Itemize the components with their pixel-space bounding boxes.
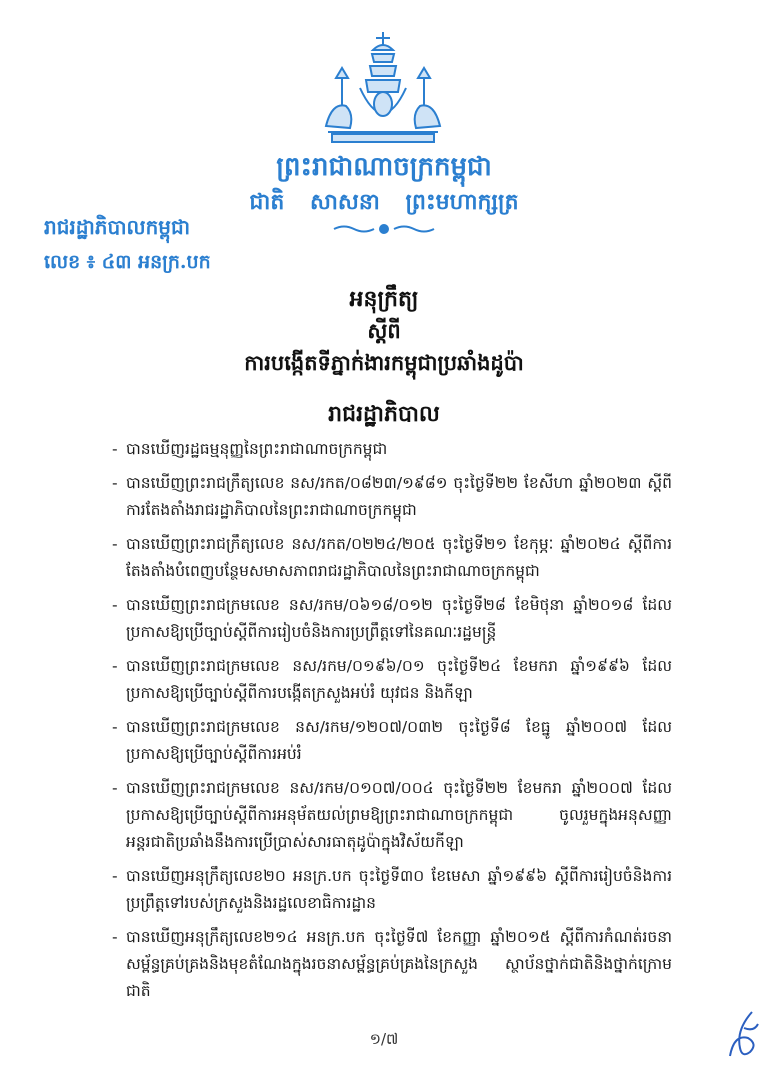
national-motto: ជាតិ សាសនា ព្រះមហាក្សត្រ — [249, 189, 519, 215]
preamble-item: - បានឃើញអនុក្រឹត្យលេខ២១៤ អនក្រ.បក ចុះថ្ងៃទី៧ ខែកញ្ញា ឆ្នាំ២០១៥ ស្ដីពីការកំណត់រចនាសម្ព័ន្ធគ្រប់គ្រងនិងមុខតំណែងក្នុងរចនាសម្ព័ន្ធគ្រប់គ្រងនៃក្រសួង ស្ថាប័នថ្នាក់ជាតិនិងថ្នាក់ក្រោមជាតិ — [112, 928, 672, 1000]
royal-arms-icon — [318, 28, 448, 144]
reference-number: លេខ ៖ ៤៣ អនក្រ.បក — [44, 251, 211, 273]
preamble-item: - បានឃើញព្រះរាជក្រមលេខ នស/រកម/១២០៧/០៣២ ចុះថ្ងៃទី៨ ខែធ្នូ ឆ្នាំ២០០៧ ដែលប្រកាសឱ្យប្រើច្បាប់ស្ដីពីការអប់រំ — [112, 718, 672, 763]
divider-ornament-icon — [332, 222, 436, 236]
kingdom-title: ព្រះរាជាណាចក្រកម្ពុជា — [276, 152, 492, 182]
preamble-item: - បានឃើញព្រះរាជក្រមលេខ នស/រកម/០១៩៦/០១ ចុះថ្ងៃទី២៤ ខែមករា ឆ្នាំ១៩៩៦ ដែលប្រកាសឱ្យប្រើច្បាប់ស្ដីពីការបង្កើតក្រសួងអប់រំ យុវជន និងកីឡា — [112, 657, 672, 702]
preamble-item: - បានឃើញព្រះរាជក្រមលេខ នស/រកម/០៦១៨/០១២ ចុះថ្ងៃទី២៨ ខែមិថុនា ឆ្នាំ២០១៨ ដែលប្រកាសឱ្យប្រើច្បាប់ស្ដីពីការរៀបចំនិងការប្រព្រឹត្តទៅនៃគណៈរដ្ឋមន្ត្រី — [112, 596, 672, 641]
handwritten-initials-icon — [722, 1008, 762, 1064]
preamble-item: - បានឃើញព្រះរាជក្រឹត្យលេខ នស/រកត/០២២៤/២០៥ ចុះថ្ងៃទី២១ ខែកុម្ភៈ ឆ្នាំ២០២៤ ស្ដីពីការតែងតាំងបំពេញបន្ថែមសមាសភាពរាជរដ្ឋាភិបាលនៃព្រះរាជាណាចក្រកម្ពុជា — [112, 535, 672, 580]
preamble-item: - បានឃើញអនុក្រឹត្យលេខ២០ អនក្រ.បក ចុះថ្ងៃទី៣០ ខែមេសា ឆ្នាំ១៩៩៦ ស្ដីពីការរៀបចំនិងការប្រព្រឹត្តទៅរបស់ក្រសួងនិងរដ្ឋលេខាធិការដ្ឋាន — [112, 867, 672, 912]
subject-label: ស្ដីពី — [367, 318, 401, 343]
preamble-item: - បានឃើញព្រះរាជក្រឹត្យលេខ នស/រកត/០៨២៣/១៩៨១ ចុះថ្ងៃទី២២ ខែសីហា ឆ្នាំ២០២៣ ស្ដីពីការតែងតាំងរាជរដ្ឋាភិបាលនៃព្រះរាជាណាចក្រកម្ពុជា — [112, 474, 672, 519]
issuing-authority: រាជរដ្ឋាភិបាលកម្ពុជា — [44, 215, 190, 239]
document-subject: ការបង្កើតទីភ្នាក់ងារកម្ពុជាប្រឆាំងដូប៉ា — [244, 350, 524, 375]
preamble-list — [112, 436, 672, 1012]
page-number: ១/៧ — [369, 1030, 399, 1048]
preamble-item: - បានឃើញរដ្ឋធម្មនុញ្ញនៃព្រះរាជាណាចក្រកម្ពុជា — [112, 440, 388, 458]
preamble-item: - បានឃើញព្រះរាជក្រមលេខ នស/រកម/០១០៧/០០៤ ចុះថ្ងៃទី២២ ខែមករា ឆ្នាំ២០០៧ ដែលប្រកាសឱ្យប្រើច្បាប់ស្ដីពីការអនុម័តយល់ព្រមឱ្យព្រះរាជាណាចក្រកម្ពុជា ចូលរួមក្នុងអនុសញ្ញាអន្តរជាតិប្រឆាំងនឹងការប្រើប្រាស់សារធាតុដូប៉ាក្នុងវិស័យកីឡា — [112, 779, 672, 851]
document-type: អនុក្រឹត្យ — [349, 286, 419, 312]
section-heading: រាជរដ្ឋាភិបាល — [328, 401, 440, 427]
